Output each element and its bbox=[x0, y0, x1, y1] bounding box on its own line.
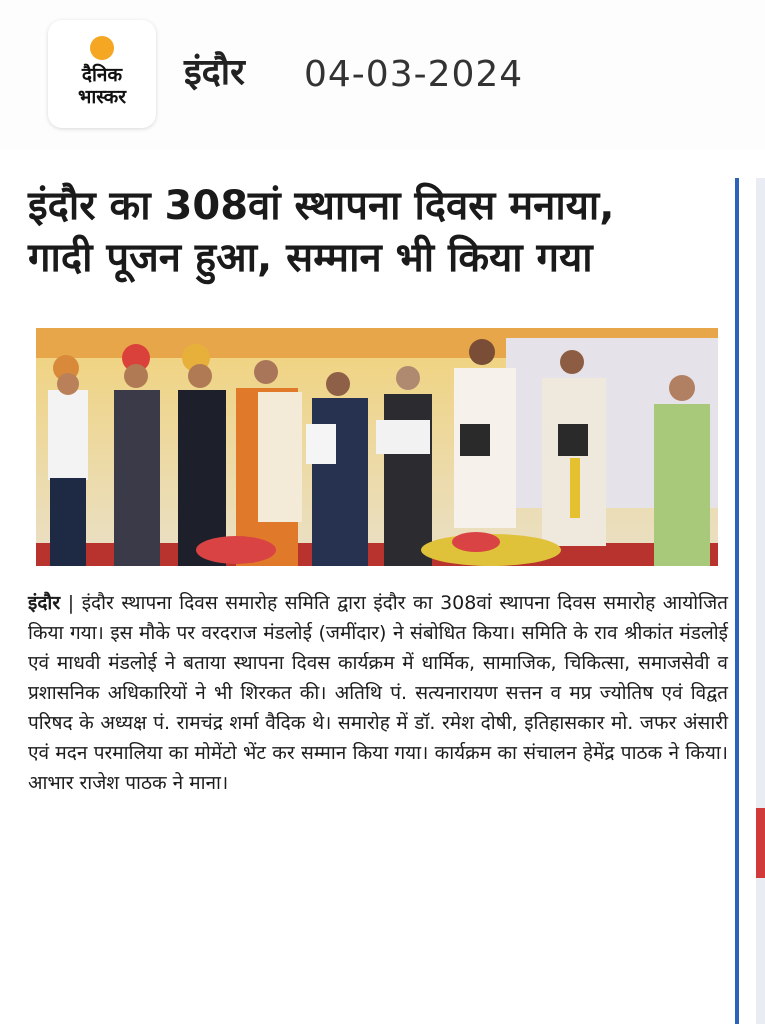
article-body bbox=[28, 588, 728, 798]
logo-line-2: भास्कर bbox=[77, 86, 127, 108]
headline-line-1: इंदौर का 308वां स्थापना दिवस मनाया, bbox=[28, 183, 615, 229]
column-rule bbox=[735, 178, 739, 1024]
article-photo bbox=[36, 328, 718, 566]
adjacent-column-red-block bbox=[756, 808, 765, 878]
adjacent-column-edge bbox=[756, 178, 765, 1024]
dainik-bhaskar-logo bbox=[48, 20, 156, 128]
dateline-place: इंदौर bbox=[28, 592, 61, 614]
headline-line-2: गादी पूजन हुआ, सम्मान भी किया गया bbox=[28, 235, 593, 281]
dateline-separator: | bbox=[60, 592, 82, 614]
group-photo-stage-icon bbox=[36, 328, 718, 566]
article-headline bbox=[28, 180, 728, 284]
newspaper-header bbox=[0, 0, 765, 150]
logo-line-1: दैनिक bbox=[81, 64, 123, 86]
edition-date: 04-03-2024 bbox=[304, 54, 524, 95]
edition-city: इंदौर bbox=[184, 52, 245, 93]
article-body-text: इंदौर स्थापना दिवस समारोह समिति द्वारा इंदौर का 308वां स्थापना दिवस समारोह आयोजित किया गया। इस मौके पर वरदराज मंडलोई (जमींदार) ने संबोधित किया। समिति के राव श्रीकांत मंडलोई एवं माधवी मंडलोई ने बताया स्थापना दिवस कार्यक्रम में धार्मिक, सामाजिक, चिकित्सा, समाजसेवी व प्रशासनिक अधिकारियों ने भी शिरकत की। अतिथि पं. सत्यनारायण सत्तन व मप्र ज्योतिष एवं विद्वत परिषद के अध्यक्ष पं. रामचंद्र शर्मा वैदिक थे। समारोह में डॉ. रमेश दोषी, इतिहासकार मो. जफर अंसारी एवं मदन परमालिया का मोमेंटो भेंट कर सम्मान किया गया। कार्यक्रम का संचालन हेमेंद्र पाठक ने किया। आभार राजेश पाठक ने माना। bbox=[28, 592, 729, 794]
sun-icon bbox=[90, 36, 114, 60]
